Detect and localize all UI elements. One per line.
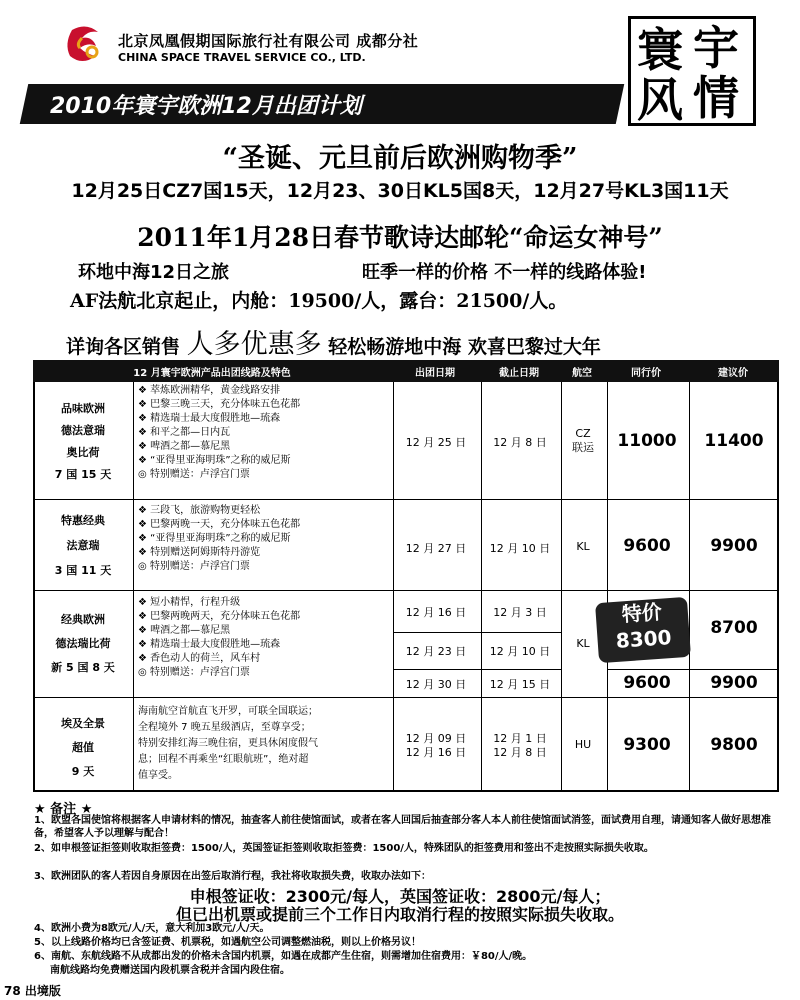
route-tag: 超值 bbox=[72, 741, 94, 754]
note-5: 5、以上线路价格均已含签证费、机票税，如遇航空公司调整燃油税，则以上价格另议！ bbox=[34, 937, 421, 948]
route-countries: 德法意瑞 bbox=[61, 424, 105, 437]
feature-item: 海南航空首航直飞开罗，可联全国联运； bbox=[138, 706, 318, 717]
feature-item: 息；回程不再乘坐“红眼航班”，绝对超 bbox=[138, 754, 309, 765]
special-price: 8300 bbox=[615, 625, 673, 653]
feature-item: ◎ 特别赠送：卢浮宫门票 bbox=[138, 561, 250, 572]
deadline-date: 12 月 8 日 bbox=[493, 436, 547, 449]
page-footer: 78 出境版 bbox=[4, 984, 61, 998]
deadline-date: 12 月 10 日 bbox=[489, 542, 551, 555]
contact-pre: 详询各区销售 bbox=[66, 336, 181, 358]
feature-item: ❖ 香色动人的荷兰，风车村 bbox=[138, 653, 261, 664]
deadline-date: 12 月 3 日 bbox=[493, 606, 547, 619]
col-route: 12 月寰宇欧洲产品出团线路及特色 bbox=[133, 368, 291, 379]
route-duration: 3 国 11 天 bbox=[54, 564, 112, 577]
route-countries: 德法瑞比荷 bbox=[55, 637, 111, 650]
headline-tagline: 旺季一样的价格 不一样的线路体验! bbox=[362, 262, 647, 283]
retail-price: 9900 bbox=[710, 673, 758, 693]
route-name: 埃及全景 bbox=[61, 717, 105, 730]
feature-item: ◎ 特别赠送：卢浮宫门票 bbox=[138, 667, 250, 678]
feature-item: ❖ “亚得里亚海明珠”之称的威尼斯 bbox=[138, 455, 291, 466]
brand-char: 寰 bbox=[637, 23, 683, 77]
phoenix-logo-icon bbox=[62, 22, 110, 68]
depart-date: 12 月 16 日 bbox=[405, 746, 467, 759]
feature-item: ❖ 特别赠送阿姆斯特丹游览 bbox=[138, 547, 261, 558]
table-header bbox=[33, 360, 779, 382]
airline: CZ 联运 bbox=[572, 427, 594, 454]
route-duration: 7 国 15 天 bbox=[54, 468, 112, 481]
route-name: 经典欧洲 bbox=[61, 613, 105, 626]
table-row-name bbox=[35, 508, 131, 583]
deadline-date: 12 月 10 日 bbox=[489, 645, 551, 658]
table-row-name bbox=[35, 712, 131, 784]
feature-list bbox=[138, 596, 300, 680]
peer-price: 9600 bbox=[623, 536, 671, 556]
airline: HU bbox=[574, 738, 592, 751]
route-duration: 9 天 bbox=[71, 765, 95, 778]
peer-price: 9300 bbox=[623, 735, 671, 755]
col-retail-price: 建议价 bbox=[718, 368, 748, 379]
feature-item: ❖ 啤酒之都—慕尼黑 bbox=[138, 441, 231, 452]
contact-highlight: 人多优惠多 bbox=[186, 329, 322, 360]
depart-date: 12 月 16 日 bbox=[405, 606, 467, 619]
depart-dates bbox=[393, 732, 479, 760]
deadline-date: 12 月 15 日 bbox=[489, 678, 551, 691]
brand-char: 风 bbox=[637, 73, 683, 127]
note-2: 2、如申根签证拒签则收取拒签费：1500/人，英国签证拒签则收取拒签费：1500/人，特殊团队的拒签费用和签出不走按照实际损失收取。 bbox=[34, 843, 654, 854]
company-name-cn: 北京凤凰假期国际旅行社有限公司 成都分社 bbox=[118, 32, 419, 50]
col-airline: 航空 bbox=[572, 368, 592, 379]
headline-cruise: 2011年1月28日春节歌诗达邮轮“命运女神号” bbox=[137, 223, 663, 252]
feature-item: 全程境外 7 晚五星级酒店，至尊享受； bbox=[138, 722, 311, 733]
retail-price: 11400 bbox=[704, 431, 764, 451]
airline: KL bbox=[576, 637, 590, 650]
depart-date: 12 月 30 日 bbox=[405, 678, 467, 691]
headline-contact bbox=[66, 322, 601, 361]
feature-item: ❖ 萃炼欧洲精华，黄金线路安排 bbox=[138, 385, 281, 396]
brand-char: 情 bbox=[693, 71, 739, 125]
note-3-fees: 申根签证收：2300元/每人，英国签证收：2800元/每人； bbox=[189, 887, 611, 906]
special-label: 特价 bbox=[621, 599, 663, 627]
headline-med-tour: 环地中海12日之旅 bbox=[78, 262, 230, 283]
feature-item: ❖ “亚得里亚海明珠”之称的威尼斯 bbox=[138, 533, 291, 544]
note-6: 6、南航、东航线路不从成都出发的价格未含国内机票，如遇在成都产生住宿，则需增加住宿费用：￥80/人/晚。 bbox=[34, 951, 533, 962]
feature-item: 特别安排红海三晚住宿，更具休闲度假气 bbox=[138, 738, 318, 749]
depart-date: 12 月 09 日 bbox=[405, 732, 467, 745]
feature-list bbox=[138, 504, 300, 574]
depart-date: 12 月 23 日 bbox=[405, 645, 467, 658]
contact-post: 轻松畅游地中海 欢喜巴黎过大年 bbox=[328, 336, 601, 358]
route-countries: 法意瑞 bbox=[66, 539, 100, 552]
feature-item: ❖ 巴黎两晚两天，充分体味五色花都 bbox=[138, 611, 301, 622]
depart-date: 12 月 25 日 bbox=[405, 436, 467, 449]
headline-cruise-price: AF法航北京起止，内舱：19500/人，露台：21500/人。 bbox=[70, 290, 568, 312]
route-name: 特惠经典 bbox=[61, 514, 105, 527]
retail-price: 8700 bbox=[710, 618, 758, 638]
feature-item: ❖ 巴黎两晚一天，充分体味五色花都 bbox=[138, 519, 301, 530]
note-4: 4、欧洲小费为8欧元/人/天，意大利加3欧元/人/天。 bbox=[34, 923, 270, 934]
peer-price: 9600 bbox=[623, 673, 671, 693]
retail-price: 9900 bbox=[710, 536, 758, 556]
feature-item: ❖ 精选瑞士最大度假胜地—琉森 bbox=[138, 639, 281, 650]
col-peer-price: 同行价 bbox=[631, 368, 661, 379]
deadline-date: 12 月 1 日 bbox=[493, 732, 547, 745]
note-3-refund: 但已出机票或提前三个工作日内取消行程的按照实际损失收取。 bbox=[175, 905, 624, 924]
table-row-name bbox=[35, 398, 131, 486]
col-depart: 出团日期 bbox=[415, 368, 455, 379]
plan-title: 2010年寰宇欧洲12月出团计划 bbox=[50, 94, 362, 119]
route-countries: 奥比荷 bbox=[66, 446, 100, 459]
headline-shopping-season: “圣诞、元旦前后欧洲购物季” bbox=[222, 143, 578, 174]
peer-price: 11000 bbox=[617, 431, 677, 451]
special-price-badge bbox=[595, 597, 691, 663]
feature-list bbox=[138, 384, 300, 482]
feature-item: ❖ 精选瑞士最大度假胜地—琉森 bbox=[138, 413, 281, 424]
note-3: 3、欧洲团队的客人若因自身原因在出签后取消行程，我社将收取损失费，收取办法如下： bbox=[34, 871, 431, 882]
headline-departures: 12月25日CZ7国15天，12月23、30日KL5国8天，12月27号KL3国11天 bbox=[71, 180, 729, 202]
feature-item: ❖ 啤酒之都—慕尼黑 bbox=[138, 625, 231, 636]
feature-item: 值享受。 bbox=[138, 770, 178, 781]
col-deadline: 截止日期 bbox=[499, 368, 539, 379]
notes-title: ★ 备注 ★ bbox=[34, 802, 93, 817]
note-1: 1、欧盟各国使馆将根据客人申请材料的情况，抽查客人前往使馆面试，或者在客人回国后抽查部分客人本人前往使馆面试消签，面试费用自理，请通知客人做好思想准备，希望客人予以理解与配合！ bbox=[34, 815, 771, 839]
feature-item: ❖ 三段飞，旅游购物更轻松 bbox=[138, 505, 261, 516]
brand-logo bbox=[628, 16, 756, 126]
company-name-en: CHINA SPACE TRAVEL SERVICE CO., LTD. bbox=[118, 51, 366, 64]
airline: KL bbox=[576, 540, 590, 553]
route-duration: 新 5 国 8 天 bbox=[51, 661, 115, 674]
deadline-date: 12 月 8 日 bbox=[493, 746, 547, 759]
feature-list bbox=[138, 704, 318, 784]
note-6b: 南航线路均免费赠送国内段机票含税并含国内段住宿。 bbox=[50, 965, 290, 976]
route-name: 品味欧洲 bbox=[61, 402, 105, 415]
feature-item: ❖ 短小精悍，行程升级 bbox=[138, 597, 241, 608]
feature-item: ❖ 和平之都—日内瓦 bbox=[138, 427, 231, 438]
feature-item: ❖ 巴黎三晚三天，充分体味五色花都 bbox=[138, 399, 301, 410]
table-row-name bbox=[35, 608, 131, 680]
retail-price: 9800 bbox=[710, 735, 758, 755]
brand-char: 宇 bbox=[693, 21, 739, 75]
feature-item: ◎ 特别赠送：卢浮宫门票 bbox=[138, 469, 250, 480]
deadline-dates bbox=[481, 732, 559, 760]
depart-date: 12 月 27 日 bbox=[405, 542, 467, 555]
